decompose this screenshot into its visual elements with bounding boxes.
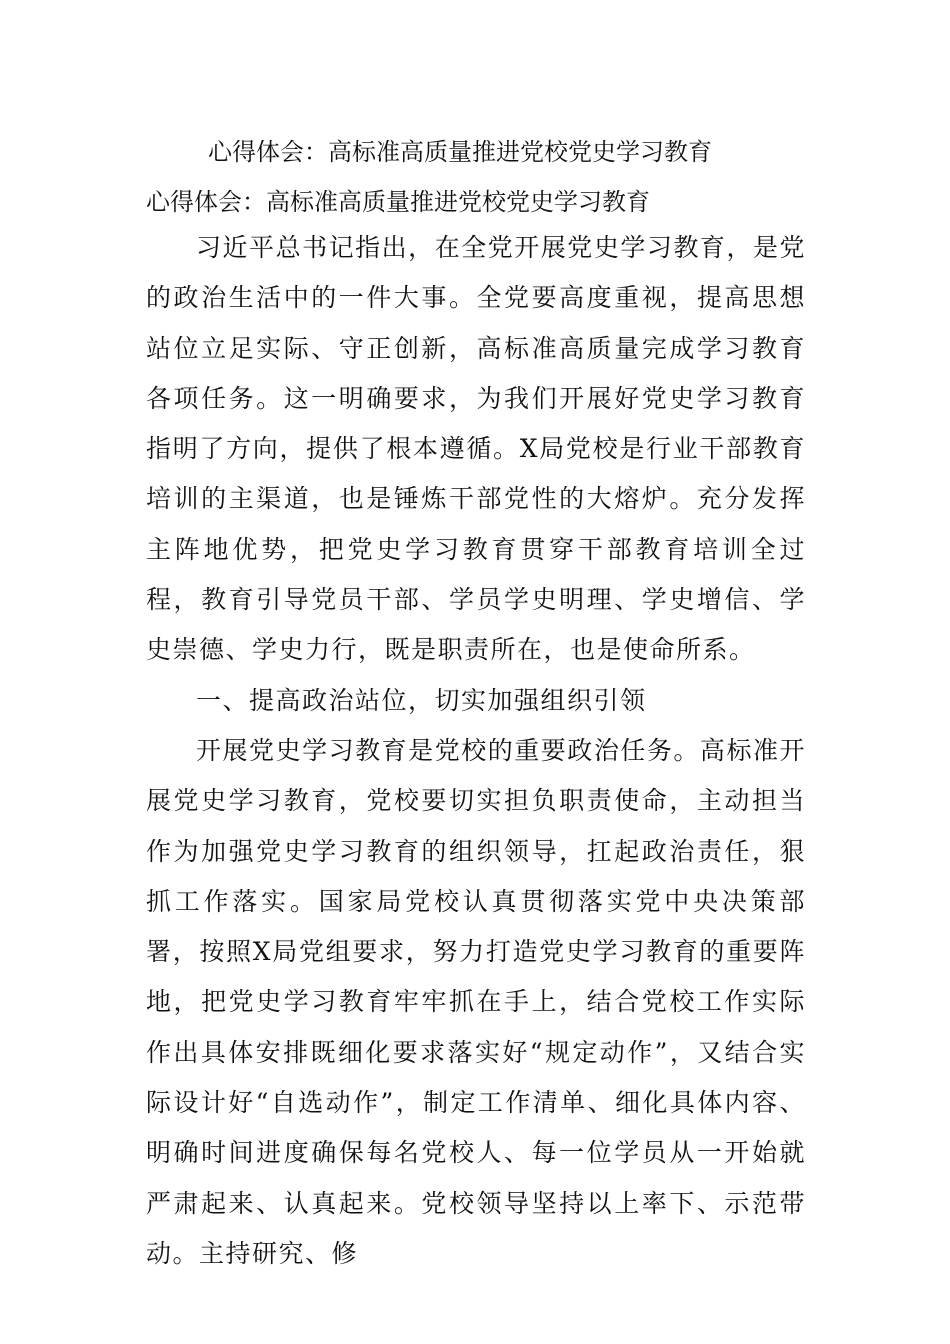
section-paragraph: 开展党史学习教育是党校的重要政治任务。高标准开展党史学习教育，党校要切实担负职责使命，主动担当作为加强党史学习教育的组织领导，扛起政治责任，狠抓工作落实。国家局党校认真贯彻落实党中央决策部署，按照X局党组要求，努力打造党史学习教育的重要阵地，把党史学习教育牢牢抓在手上，结合党校工作实际作出具体安排既细化要求落实好“规定动作”，又结合实际设计好“自选动作”，制定工作清单、细化具体内容、明确时间进度确保每名党校人、每一位学员从一开始就严肃起来、认真起来。党校领导坚持以上率下、示范带动。主持研究、修 [146,735,806,1268]
document-title: 心得体会：高标准高质量推进党校党史学习教育 [208,138,712,166]
intro-paragraph: 习近平总书记指出，在全党开展党史学习教育，是党的政治生活中的一件大事。全党要高度重视，提高思想站位立足实际、守正创新，高标准高质量完成学习教育各项任务。这一明确要求，为我们开展好党史学习教育指明了方向，提供了根本遵循。X局党校是行业干部教育培训的主渠道，也是锤炼干部党性的大熔炉。充分发挥主阵地优势，把党史学习教育贯穿干部教育培训全过程，教育引导党员干部、学员学史明理、学史增信、学史崇德、学史力行，既是职责所在，也是使命所系。 [146,233,806,665]
document-header [146,128,816,228]
document-subtitle: 心得体会：高标准高质量推进党校党史学习教育 [146,188,650,216]
section-heading: 一、提高政治站位，切实加强组织引领 [196,685,647,715]
document-body [146,223,806,1279]
